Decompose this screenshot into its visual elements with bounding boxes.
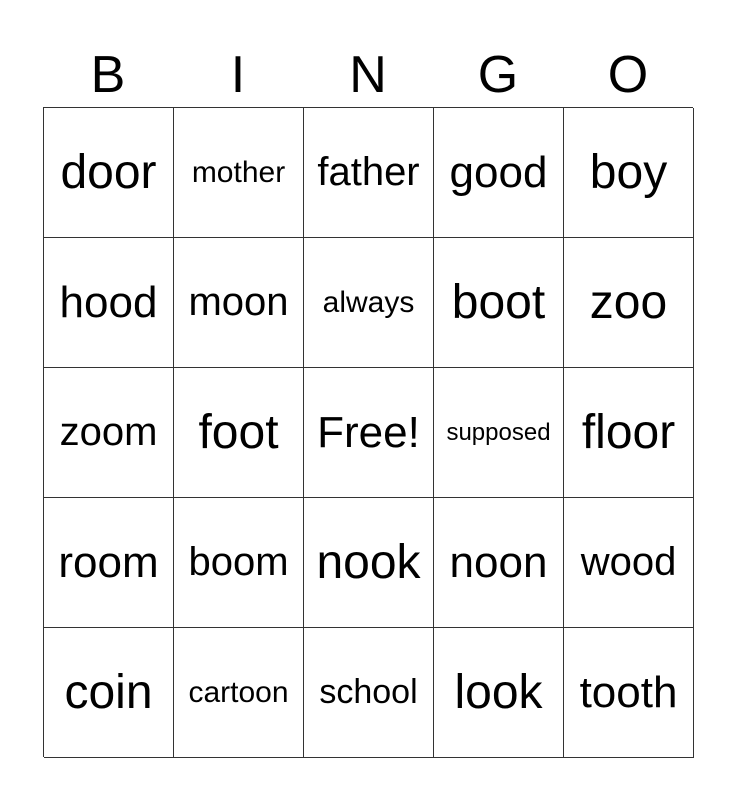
bingo-cell[interactable] [174, 498, 304, 628]
bingo-cell[interactable] [564, 498, 694, 628]
cell-word: nook [316, 536, 421, 589]
bingo-cell[interactable] [174, 238, 304, 368]
bingo-cell[interactable] [44, 368, 174, 498]
cell-word: look [454, 666, 543, 719]
bingo-cell[interactable] [174, 108, 304, 238]
bingo-cell[interactable] [304, 498, 434, 628]
cell-word: coin [64, 666, 153, 719]
bingo-cell[interactable] [304, 628, 434, 758]
cell-word: room [58, 537, 159, 587]
free-space-cell[interactable] [304, 368, 434, 498]
bingo-cell[interactable] [304, 238, 434, 368]
cell-word: cartoon [188, 675, 289, 709]
header-letter-b: B [90, 46, 126, 104]
bingo-cell[interactable] [434, 108, 564, 238]
cell-word: zoo [589, 276, 668, 329]
bingo-cell[interactable] [434, 498, 564, 628]
cell-word: boy [589, 146, 668, 199]
bingo-board [43, 107, 693, 757]
cell-word: school [319, 673, 418, 711]
bingo-cell[interactable] [174, 628, 304, 758]
cell-word: supposed [446, 418, 551, 446]
cell-word: father [317, 150, 420, 194]
bingo-cell[interactable] [564, 108, 694, 238]
free-space-label: Free! [317, 407, 420, 457]
cell-word: moon [188, 280, 289, 324]
cell-word: always [322, 285, 415, 319]
cell-word: floor [581, 406, 676, 459]
bingo-cell[interactable] [304, 108, 434, 238]
bingo-cell[interactable] [434, 628, 564, 758]
bingo-cell[interactable] [434, 238, 564, 368]
cell-word: mother [191, 155, 286, 189]
bingo-cell[interactable] [44, 628, 174, 758]
bingo-cell[interactable] [564, 628, 694, 758]
bingo-cell[interactable] [44, 108, 174, 238]
cell-word: good [449, 147, 548, 197]
header-letter-g: G [477, 46, 519, 104]
bingo-cell[interactable] [44, 238, 174, 368]
bingo-cell[interactable] [434, 368, 564, 498]
header-letter-o: O [607, 46, 649, 104]
cell-word: tooth [579, 667, 678, 717]
header-letter-i: I [230, 46, 246, 104]
bingo-cell[interactable] [564, 238, 694, 368]
cell-word: hood [59, 277, 158, 327]
cell-word: boot [451, 276, 546, 329]
bingo-cell[interactable] [564, 368, 694, 498]
cell-word: zoom [59, 410, 158, 454]
bingo-cell[interactable] [44, 498, 174, 628]
cell-word: door [60, 146, 157, 199]
cell-word: wood [580, 540, 677, 584]
bingo-header [43, 44, 693, 106]
cell-word: foot [198, 406, 279, 459]
header-letter-n: N [349, 46, 387, 104]
bingo-cell[interactable] [174, 368, 304, 498]
cell-word: boom [188, 540, 289, 584]
cell-word: noon [449, 537, 548, 587]
